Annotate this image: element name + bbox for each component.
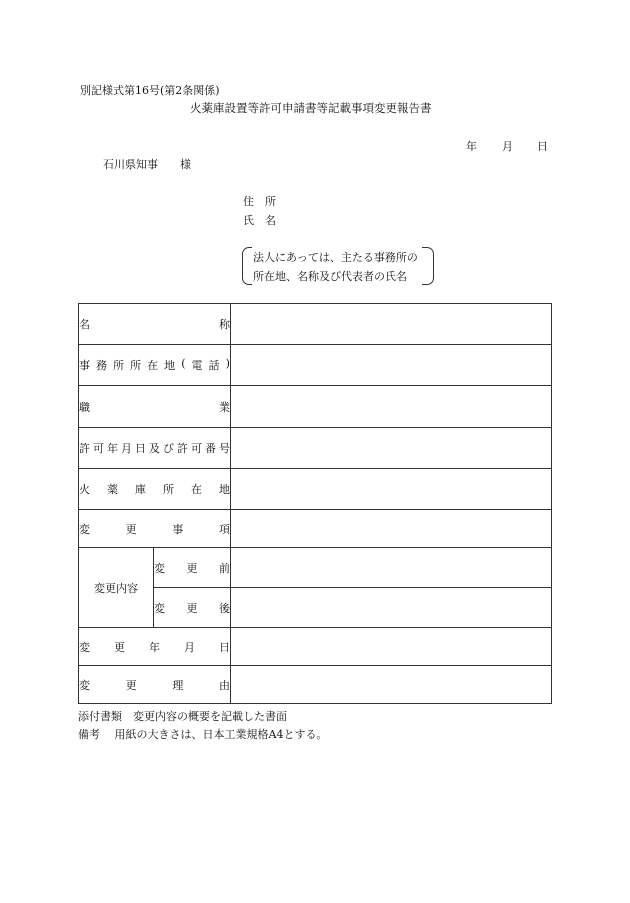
row-label-permit-date-number: 許 可 年 月 日 及 び 許 可 番 号 xyxy=(79,428,231,469)
table-row xyxy=(79,386,552,428)
row-label-occupation: 職 業 xyxy=(79,386,231,428)
change-items-value-cell[interactable] xyxy=(231,510,552,548)
attachments-note: 添付書類 変更内容の概要を記載した書面 xyxy=(78,710,287,723)
date-day-label: 日 xyxy=(537,140,548,153)
report-table xyxy=(78,303,552,704)
occupation-value-cell[interactable] xyxy=(231,386,552,428)
name-label: 氏 名 xyxy=(243,214,276,227)
row-label-change-items: 変 更 事 項 xyxy=(79,510,231,548)
change-date-value-cell[interactable] xyxy=(231,628,552,666)
form-number: 別記様式第16号(第2条関係) xyxy=(80,84,220,97)
row-label-before-change: 変 更 前 xyxy=(154,548,231,588)
row-label-name: 名 称 xyxy=(79,304,231,345)
table-row xyxy=(79,628,552,666)
row-label-after-change: 変 更 後 xyxy=(154,588,231,628)
after-change-value-cell[interactable] xyxy=(231,588,552,628)
remarks-note: 備考 用紙の大きさは、日本工業規格A4とする。 xyxy=(78,728,328,741)
row-label-office-location: 事 務 所 所 在 地 ( 電 話 ) xyxy=(79,345,231,386)
table-row xyxy=(79,548,552,588)
address-label: 住 所 xyxy=(243,195,276,208)
before-change-value-cell[interactable] xyxy=(231,548,552,588)
table-row xyxy=(79,510,552,548)
row-label-change-content: 変更内容 xyxy=(79,548,154,628)
change-reason-value-cell[interactable] xyxy=(231,666,552,704)
table-row xyxy=(79,469,552,510)
row-label-change-date: 変 更 年 月 日 xyxy=(79,628,231,666)
name-value-cell[interactable] xyxy=(231,304,552,345)
date-month-label: 月 xyxy=(502,140,513,153)
corporate-note-line1: 法人にあっては、主たる事務所の xyxy=(253,251,418,264)
row-label-magazine-location: 火 薬 庫 所 在 地 xyxy=(79,469,231,510)
corporate-note-line2: 所在地、名称及び代表者の氏名 xyxy=(253,270,407,283)
date-year-label: 年 xyxy=(466,140,477,153)
addressee: 石川県知事 様 xyxy=(103,158,191,171)
magazine-location-value-cell[interactable] xyxy=(231,469,552,510)
office-location-value-cell[interactable] xyxy=(231,345,552,386)
table-row xyxy=(79,428,552,469)
table-row xyxy=(79,304,552,345)
permit-value-cell[interactable] xyxy=(231,428,552,469)
row-label-change-reason: 変 更 理 由 xyxy=(79,666,231,704)
table-row xyxy=(79,666,552,704)
table-row xyxy=(79,345,552,386)
document-title: 火薬庫設置等許可申請書等記載事項変更報告書 xyxy=(190,101,432,115)
